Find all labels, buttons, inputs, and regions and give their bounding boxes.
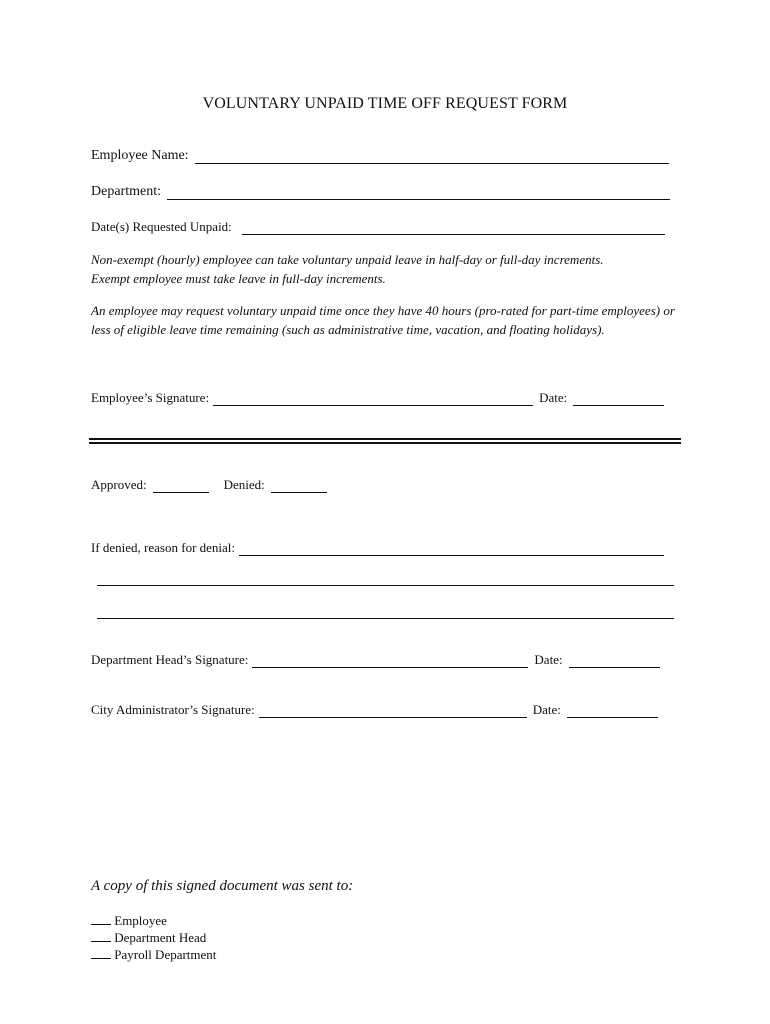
distribution-checkbox[interactable] <box>91 945 111 959</box>
dates-requested-label: Date(s) Requested Unpaid: <box>91 219 232 234</box>
city-admin-date-label: Date: <box>532 702 561 717</box>
distribution-item-label: Department Head <box>114 930 207 945</box>
department-row <box>91 184 670 200</box>
denial-reason-field[interactable] <box>239 542 664 556</box>
employee-name-row <box>91 148 669 164</box>
distribution-item-label: Employee <box>114 913 167 928</box>
department-field[interactable] <box>167 184 670 200</box>
employee-signature-field[interactable] <box>213 392 533 406</box>
employee-name-label: Employee Name: <box>91 148 189 163</box>
denial-reason-label: If denied, reason for denial: <box>91 540 236 555</box>
employee-signature-label: Employee’s Signature: <box>91 390 210 405</box>
city-admin-signature-field[interactable] <box>259 704 527 718</box>
denial-reason-line-3[interactable] <box>97 605 674 619</box>
city-admin-signature-label: City Administrator’s Signature: <box>91 702 255 717</box>
approved-label: Approved: <box>91 477 147 492</box>
distribution-checkbox[interactable] <box>91 928 111 942</box>
distribution-item <box>91 928 206 946</box>
employee-signature-row <box>91 390 664 406</box>
dept-head-signature-label: Department Head’s Signature: <box>91 652 249 667</box>
dates-requested-field[interactable] <box>242 221 665 235</box>
dates-requested-row <box>91 219 665 235</box>
dept-head-date-label: Date: <box>534 652 563 667</box>
approved-field[interactable] <box>153 479 209 493</box>
distribution-item-label: Payroll Department <box>114 947 217 962</box>
denied-label: Denied: <box>223 477 265 492</box>
distribution-item <box>91 945 216 963</box>
department-label: Department: <box>91 184 161 199</box>
approval-row <box>91 477 327 493</box>
dept-head-signature-field[interactable] <box>252 654 528 668</box>
distribution-item <box>91 911 167 929</box>
distribution-heading: A copy of this signed document was sent to: <box>91 878 354 894</box>
eligibility-note: An employee may request voluntary unpaid time once they have 40 hours (pro-rated for part-time employees) or less of eligible leave time remaining (such as administrative time, vacation, and floating holidays). <box>91 303 675 337</box>
leave-increment-note-line-2: Exempt employee must take leave in full-day increments. <box>91 271 386 286</box>
distribution-checkbox[interactable] <box>91 911 111 925</box>
employee-signature-date-label: Date: <box>539 390 568 405</box>
denied-field[interactable] <box>271 479 327 493</box>
dept-head-signature-row <box>91 652 660 668</box>
page-title: VOLUNTARY UNPAID TIME OFF REQUEST FORM <box>202 95 568 112</box>
city-admin-signature-row <box>91 702 658 718</box>
denial-reason-line-2[interactable] <box>97 572 674 586</box>
employee-name-field[interactable] <box>195 148 669 164</box>
dept-head-date-field[interactable] <box>569 654 660 668</box>
city-admin-date-field[interactable] <box>567 704 658 718</box>
employee-signature-date-field[interactable] <box>573 392 664 406</box>
section-divider <box>89 438 681 444</box>
leave-increment-note-line-1: Non-exempt (hourly) employee can take voluntary unpaid leave in half-day or full-day increments. <box>91 252 604 267</box>
leave-increment-note <box>91 250 681 288</box>
denial-reason-row <box>91 540 664 556</box>
